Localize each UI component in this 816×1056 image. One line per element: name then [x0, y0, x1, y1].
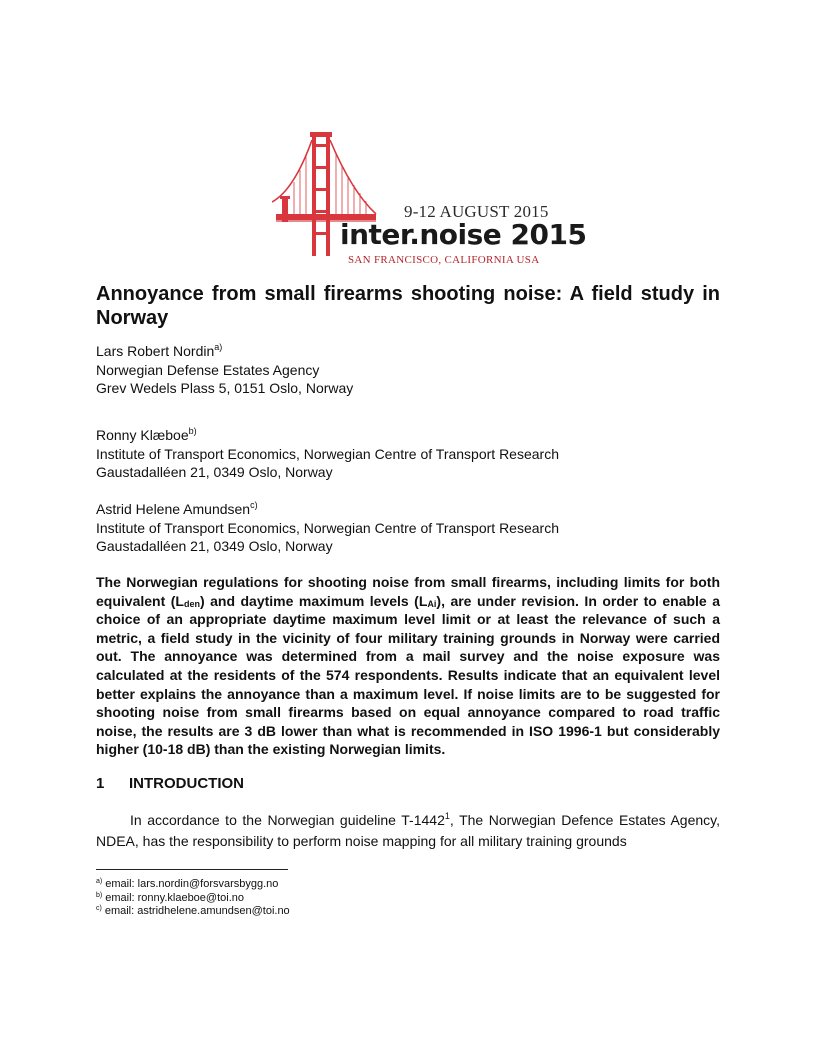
footnote-b	[96, 892, 290, 906]
conference-date: 9-12 AUGUST 2015	[404, 202, 549, 221]
author-mark: c)	[250, 500, 258, 510]
author-address: Gaustadalléen 21, 0349 Oslo, Norway	[96, 538, 333, 554]
paper-title: Annoyance from small firearms shooting noise: A field study in Norway	[96, 283, 720, 329]
author-mark: b)	[188, 426, 197, 436]
author-affiliation: Institute of Transport Economics, Norwegian Centre of Transport Research	[96, 519, 559, 536]
intro-reference: 1	[444, 811, 450, 821]
footnote-mark: a)	[96, 878, 103, 885]
section-number: 1	[96, 775, 105, 792]
footnote-mark: b)	[96, 891, 103, 899]
footnotes	[96, 878, 290, 919]
section-heading	[96, 775, 244, 792]
section-title: INTRODUCTION	[129, 775, 244, 792]
author-affiliation: Norwegian Defense Estates Agency	[96, 361, 320, 378]
conference-location: SAN FRANCISCO, CALIFORNIA USA	[348, 254, 540, 266]
abstract-subscript-ai: Ai	[427, 598, 437, 609]
author-1	[96, 342, 720, 398]
author-affiliation: Institute of Transport Economics, Norwegian Centre of Transport Research	[96, 445, 559, 462]
footnote-text: email: astridhelene.amundsen@toi.no	[104, 905, 290, 917]
conference-name: inter.noise 2015	[340, 218, 587, 251]
footnote-c	[96, 905, 290, 919]
author-address: Grev Wedels Plass 5, 0151 Oslo, Norway	[96, 380, 354, 396]
abstract-subscript-den: den	[183, 598, 200, 609]
author-name: Ronny Klæboe	[96, 427, 189, 443]
footnote-mark: c)	[96, 905, 102, 912]
author-mark: a)	[214, 342, 223, 352]
author-name: Lars Robert Nordin	[96, 343, 215, 359]
intro-text-2: , The Norwegian Defence Estates Agency, NDEA, has the responsibility to perform noise mapping for all military training grounds	[96, 812, 720, 849]
intro-text-1: In accordance to the Norwegian guideline T-1442	[130, 812, 445, 828]
abstract	[96, 573, 720, 759]
abstract-text-2: ) and daytime maximum levels (L	[199, 592, 428, 609]
abstract-text-3: ), are under revision. In order to enable a choice of an appropriate daytime maximum level limit or at least the relevance of such a metric, a field study in the vicinity of four military training grounds in Norway were carried out. The annoyance was determined from a mail survey and the noise exposure was calculated at the residents of the 574 respondents. Results indicate that an equivalent level better explains the annoyance than a maximum level. If noise limits are to be suggested for shooting noise from small firearms based on equal annoyance compared to road traffic noise, the results are 3 dB lower than what is recommended in ISO 1996-1 but considerably higher (10-18 dB) than the existing Norwegian limits.	[96, 592, 720, 758]
footnote-text: email: lars.nordin@forsvarsbygg.no	[105, 878, 279, 890]
footnote-divider	[96, 869, 288, 870]
author-address: Gaustadalléen 21, 0349 Oslo, Norway	[96, 464, 333, 480]
author-name: Astrid Helene Amundsen	[96, 501, 251, 517]
author-3	[96, 500, 720, 556]
author-2	[96, 426, 720, 482]
intro-paragraph	[96, 810, 720, 852]
footnote-text: email: ronny.klaeboe@toi.no	[105, 891, 244, 904]
footnote-a	[96, 878, 290, 892]
abstract-text-1: The Norwegian regulations for shooting noise from small firearms, including limits for both equivalent (L	[96, 574, 720, 609]
conference-logo	[272, 130, 587, 270]
